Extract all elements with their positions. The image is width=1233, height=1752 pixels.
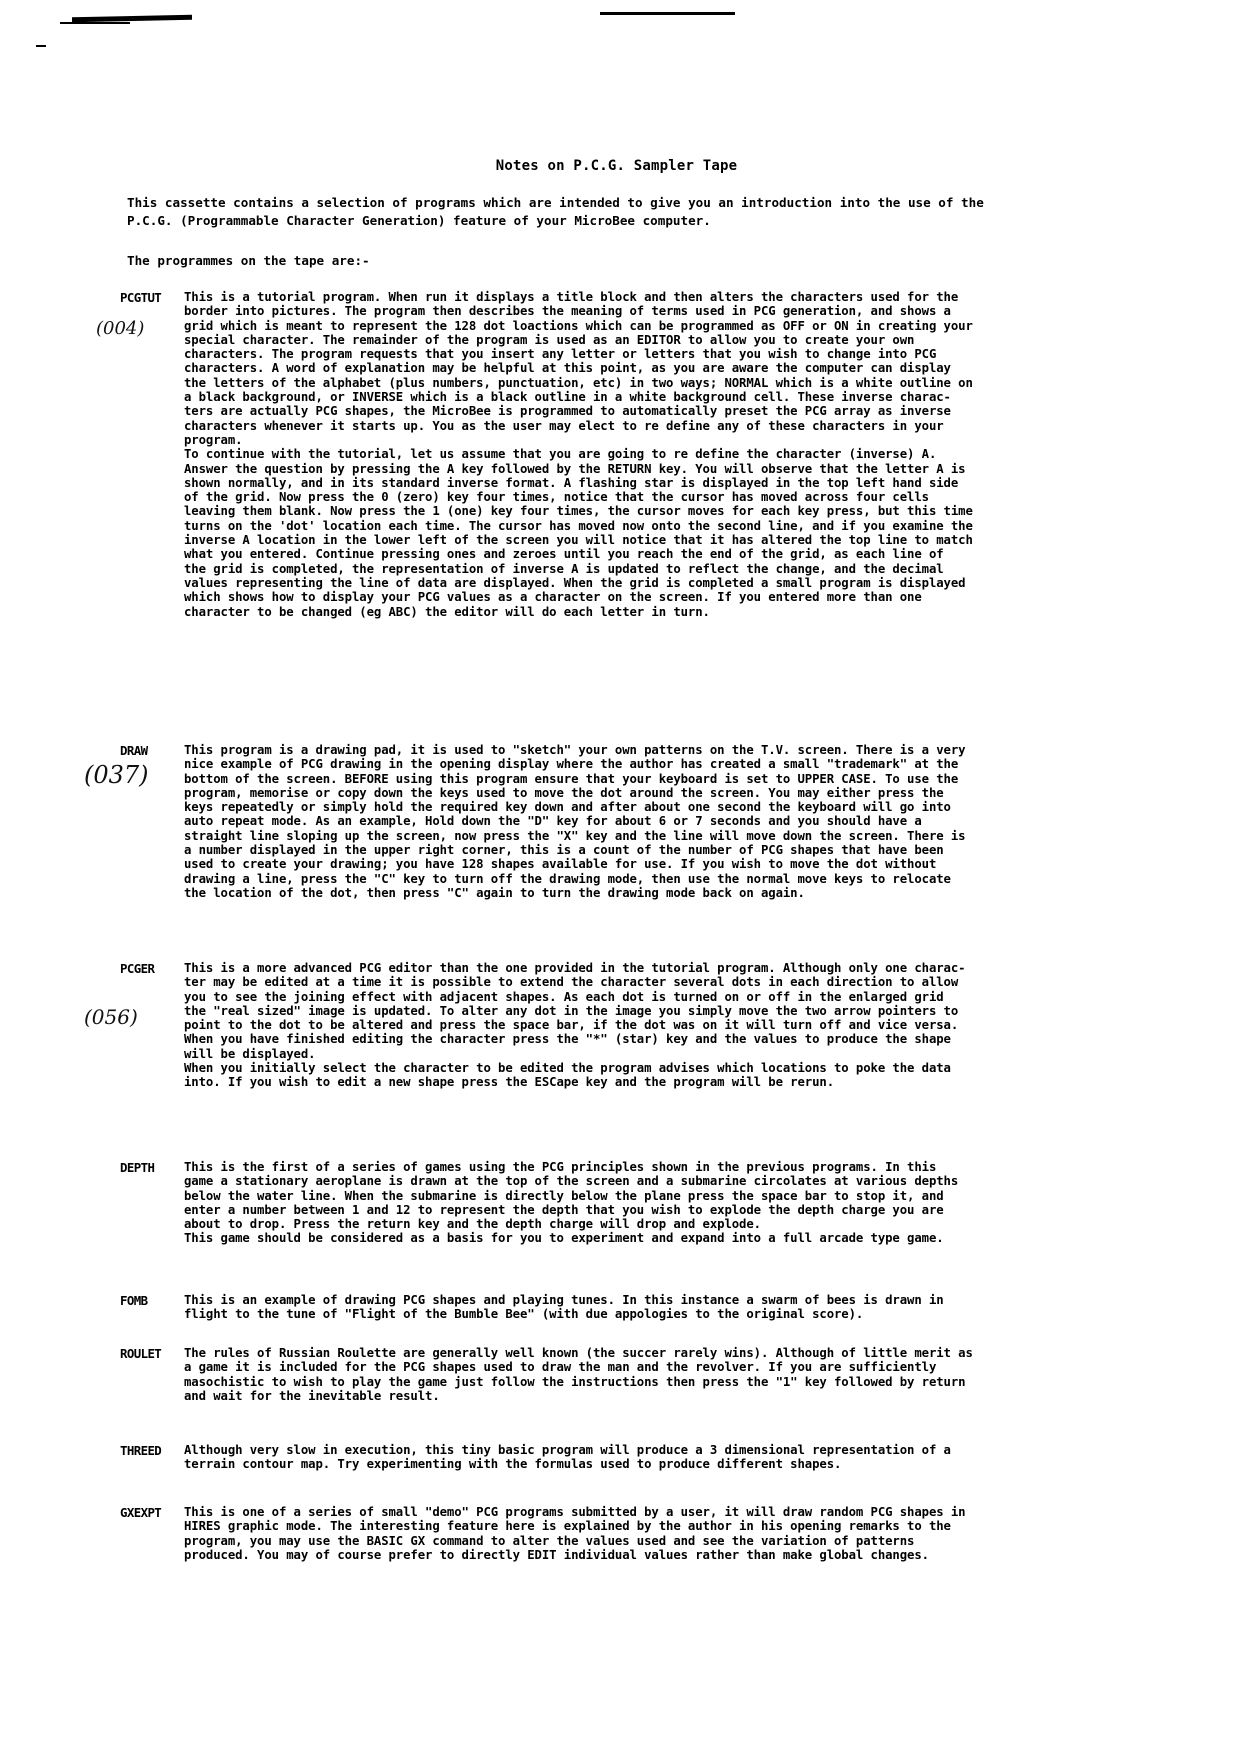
handwritten-note-draw: (037) <box>84 761 149 789</box>
handwritten-note-pcger: (056) <box>84 1005 138 1029</box>
handwritten-note-pcgtut: (004) <box>96 318 145 339</box>
program-name: PCGTUT <box>120 290 162 305</box>
program-description: Although very slow in execution, this tiny basic program will produce a 3 dimensional representation of a terrain contour map. Try experimenting with the formulas used to produce different shapes. <box>184 1443 951 1472</box>
page-title: Notes on P.C.G. Sampler Tape <box>495 158 738 174</box>
program-description: This is an example of drawing PCG shapes and playing tunes. In this instance a swarm of bees is drawn in flight to the tune of "Flight of the Bumble Bee" (with due appologies to the original score). <box>184 1293 944 1322</box>
program-name: FOMB <box>120 1293 148 1308</box>
program-name: DRAW <box>120 743 148 758</box>
program-name: GXEXPT <box>120 1505 162 1520</box>
program-name: PCGER <box>120 961 155 976</box>
scan-artifact-left-thin <box>60 22 130 24</box>
program-description: This program is a drawing pad, it is used to "sketch" your own patterns on the T.V. screen. There is a very nice example of PCG drawing in the opening display where the author has created a small "trademark" at the bottom of the screen. BEFORE using this program ensure that your keyboard is set to UPPER CASE. To use the program, memorise or copy down the keys used to move the dot around the screen. You may either press the keys repeatedly or simply hold the required key down and after about one second the keyboard will go into auto repeat mode. As an example, Hold down the "D" key for about 6 or 7 seconds and you should have a straight line sloping up the screen, now press the "X" key and the line will move down the screen. There is a number displayed in the upper right corner, this is a count of the number of PCG shapes that have been used to create your drawing; you have 128 shapes available for use. If you wish to move the dot without drawing a line, press the "C" key to turn off the drawing mode, then use the normal move keys to relocate the location of the dot, then press "C" again to turn the drawing mode back on again. <box>184 743 966 900</box>
program-description: This is one of a series of small "demo" PCG programs submitted by a user, it will draw random PCG shapes in HIRES graphic mode. The interesting feature here is explained by the author in his opening remarks to the program, you may use the BASIC GX command to alter the values used and see the variation of patterns produced. You may of course prefer to directly EDIT individual values rather than make global changes. <box>184 1505 966 1562</box>
program-description: This is the first of a series of games using the PCG principles shown in the previous programs. In this game a stationary aeroplane is drawn at the top of the screen and a submarine circolates at various depths below the water line. When the submarine is directly below the plane press the space bar to stop it, and enter a number between 1 and 12 to represent the depth that you wish to explode the depth charge you are about to drop. Press the return key and the depth charge will drop and explode. This game should be considered as a basis for you to experiment and expand into a full arcade type game. <box>184 1160 959 1246</box>
program-name: DEPTH <box>120 1160 155 1175</box>
program-description: This is a more advanced PCG editor than the one provided in the tutorial program. Although only one charac- ter may be edited at a time it is possible to extend the character several dots in each direction to allow you to see the joining effect with adjacent shapes. As each dot is turned on or off in the enlarged grid the "real sized" image is updated. To alter any dot in the image you simply move the two arrow pointers to point to the dot to be altered and press the space bar, if the dot was on it will turn off and vice versa. When you have finished editing the character press the "*" (star) key and the values to produce the shape will be displayed. When you initially select the character to be edited the program advises which locations to poke the data into. If you wish to edit a new shape press the ESCape key and the program will be rerun. <box>184 961 966 1090</box>
program-name: ROULET <box>120 1346 162 1361</box>
scan-artifact-dash <box>36 45 46 47</box>
list-intro: The programmes on the tape are:- <box>127 253 370 268</box>
intro-paragraph: This cassette contains a selection of programs which are intended to give you an introduction into the use of the P.C.G. (Programmable Character Generation) feature of your MicroBee computer. <box>127 195 984 228</box>
scan-artifact-right <box>600 12 735 15</box>
program-name: THREED <box>120 1443 162 1458</box>
program-description: The rules of Russian Roulette are generally well known (the succer rarely wins). Although of little merit as a game it is included for the PCG shapes used to draw the man and the revolver. If you are sufficiently masochistic to wish to play the game just follow the instructions then press the "1" key followed by return and wait for the inevitable result. <box>184 1346 973 1403</box>
program-description: This is a tutorial program. When run it displays a title block and then alters the characters used for the border into pictures. The program then describes the meaning of terms used in PCG generation, and shows a grid which is meant to represent the 128 dot loactions which can be programmed as OFF or ON in creating your special character. The remainder of the program is used as an EDITOR to allow you to create your own characters. The program requests that you insert any letter or letters that you wish to change into PCG characters. A word of explanation may be helpful at this point, as you are aware the computer can display the letters of the alphabet (plus numbers, punctuation, etc) in two ways; NORMAL which is a white outline on a black background, or INVERSE which is a black outline in a white background cell. These inverse charac- ters are actually PCG shapes, the MicroBee is programmed to automatically preset the PCG array as inverse characters whenever it starts up. You as the user may elect to re define any of these characters in your program. To continue with the tutorial, let us assume that you are going to re define the character (inverse) A. Answer the question by pressing the A key followed by the RETURN key. You will observe that the letter A is shown normally, and in its standard inverse format. A flashing star is displayed in the top left hand side of the grid. Now press the 0 (zero) key four times, notice that the cursor has moved across four cells leaving them blank. Now press the 1 (one) key four times, the cursor moves for each key press, but this time turns on the 'dot' location each time. The cursor has moved now onto the second line, and if you examine the inverse A location in the lower left of the screen you will notice that it has altered the top line to match what you entered. Continue pressing ones and zeroes until you reach the end of the grid, as each line of the grid is completed, the representation of inverse A is updated to reflect the change, and the decimal values representing the line of data are displayed. When the grid is completed a small program is displayed which shows how to display your PCG values as a character on the screen. If you entered more than one character to be changed (eg ABC) the editor will do each letter in turn. <box>184 290 973 619</box>
